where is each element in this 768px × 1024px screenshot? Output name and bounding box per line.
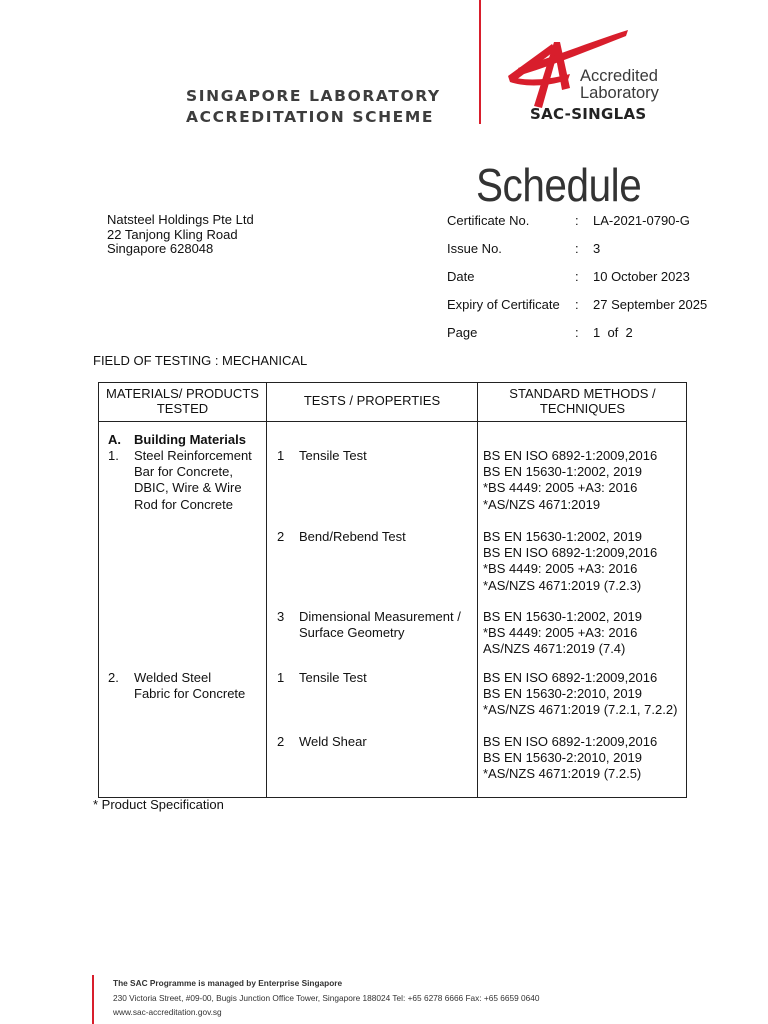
- footer-line-address: 230 Victoria Street, #09-00, Bugis Junction Office Tower, Singapore 188024 Tel: +65 6278 6666 Fax: +65 6659 0640: [113, 992, 540, 1003]
- scheme-title: [186, 86, 486, 128]
- logo-text-laboratory: Laboratory: [580, 84, 659, 102]
- info-value: LA-2021-0790-G: [593, 213, 690, 228]
- scheme-title-line2: ACCREDITATION SCHEME: [186, 108, 435, 126]
- test-number: 2: [277, 734, 285, 749]
- info-label: Date: [447, 269, 475, 284]
- test-methods: BS EN 15630-1:2002, 2019 *BS 4449: 2005 +A3: 2016 AS/NZS 4671:2019 (7.4): [483, 609, 643, 657]
- header-tests: TESTS / PROPERTIES: [303, 393, 441, 408]
- info-separator: :: [575, 213, 579, 228]
- column-divider: [266, 383, 267, 797]
- test-number: 1: [277, 670, 285, 685]
- test-name: Bend/Rebend Test: [299, 529, 406, 544]
- section-letter: A.: [108, 432, 121, 447]
- schedule-heading: Schedule: [476, 159, 642, 211]
- footer: [113, 976, 540, 1020]
- address-line: Singapore 628048: [107, 241, 214, 256]
- test-methods: BS EN ISO 6892-1:2009,2016 BS EN 15630-2:2010, 2019 *AS/NZS 4671:2019 (7.2.1, 7.2.2): [483, 670, 678, 718]
- info-separator: :: [575, 241, 579, 256]
- info-separator: :: [575, 297, 579, 312]
- field-of-testing: FIELD OF TESTING : MECHANICAL: [93, 353, 308, 368]
- test-number: 2: [277, 529, 285, 544]
- test-methods: BS EN ISO 6892-1:2009,2016 BS EN 15630-1:2002, 2019 *BS 4449: 2005 +A3: 2016 *AS/NZS 4671:2019: [483, 448, 658, 512]
- info-label: Certificate No.: [447, 213, 530, 228]
- info-value: 3: [593, 241, 601, 256]
- info-value: 27 September 2025: [593, 297, 708, 312]
- address-line: Natsteel Holdings Pte Ltd: [107, 212, 254, 227]
- test-name: Tensile Test: [299, 448, 367, 463]
- logo-text-accredited: Accredited: [580, 67, 658, 85]
- item-name: Steel Reinforcement Bar for Concrete, DBIC, Wire & Wire Rod for Concrete: [134, 448, 252, 512]
- test-name: Weld Shear: [299, 734, 367, 749]
- info-value: 10 October 2023: [593, 269, 690, 284]
- footer-line-managed-by: The SAC Programme is managed by Enterprise Singapore: [113, 978, 343, 988]
- test-name: Dimensional Measurement / Surface Geometry: [299, 609, 461, 641]
- footer-website-link[interactable]: www.sac-accreditation.gov.sg: [113, 1007, 222, 1017]
- info-label: Expiry of Certificate: [447, 297, 560, 312]
- schedule-table: [98, 382, 687, 798]
- info-separator: :: [575, 269, 579, 284]
- company-address: [107, 213, 254, 257]
- item-number: 2.: [108, 670, 119, 685]
- test-methods: BS EN ISO 6892-1:2009,2016 BS EN 15630-2:2010, 2019 *AS/NZS 4671:2019 (7.2.5): [483, 734, 658, 782]
- footnote: * Product Specification: [93, 797, 224, 812]
- logo-text-sac-singlas: SAC-SINGLAS: [530, 105, 647, 123]
- scheme-title-line1: SINGAPORE LABORATORY: [186, 87, 441, 105]
- test-number: 1: [277, 448, 285, 463]
- footer-accent-bar: [92, 975, 94, 1024]
- test-name: Tensile Test: [299, 670, 367, 685]
- section-title: Building Materials: [134, 432, 246, 447]
- item-name: Welded Steel Fabric for Concrete: [134, 670, 246, 702]
- test-number: 3: [277, 609, 285, 624]
- sac-singlas-logo: [500, 28, 690, 128]
- info-value: 1 of 2: [593, 325, 633, 340]
- header-divider-line: [99, 421, 686, 422]
- column-divider: [477, 383, 478, 797]
- header-divider: [479, 0, 481, 124]
- test-methods: BS EN 15630-1:2002, 2019 BS EN ISO 6892-1:2009,2016 *BS 4449: 2005 +A3: 2016 *AS/NZS 4671:2019 (7.2.3): [483, 529, 658, 593]
- header-methods: STANDARD METHODS / TECHNIQUES: [509, 386, 656, 416]
- header-materials: MATERIALS/ PRODUCTS TESTED: [106, 386, 259, 416]
- info-label: Page: [447, 325, 478, 340]
- info-separator: :: [575, 325, 579, 340]
- item-number: 1.: [108, 448, 119, 463]
- address-line: 22 Tanjong Kling Road: [107, 226, 238, 242]
- info-label: Issue No.: [447, 241, 502, 256]
